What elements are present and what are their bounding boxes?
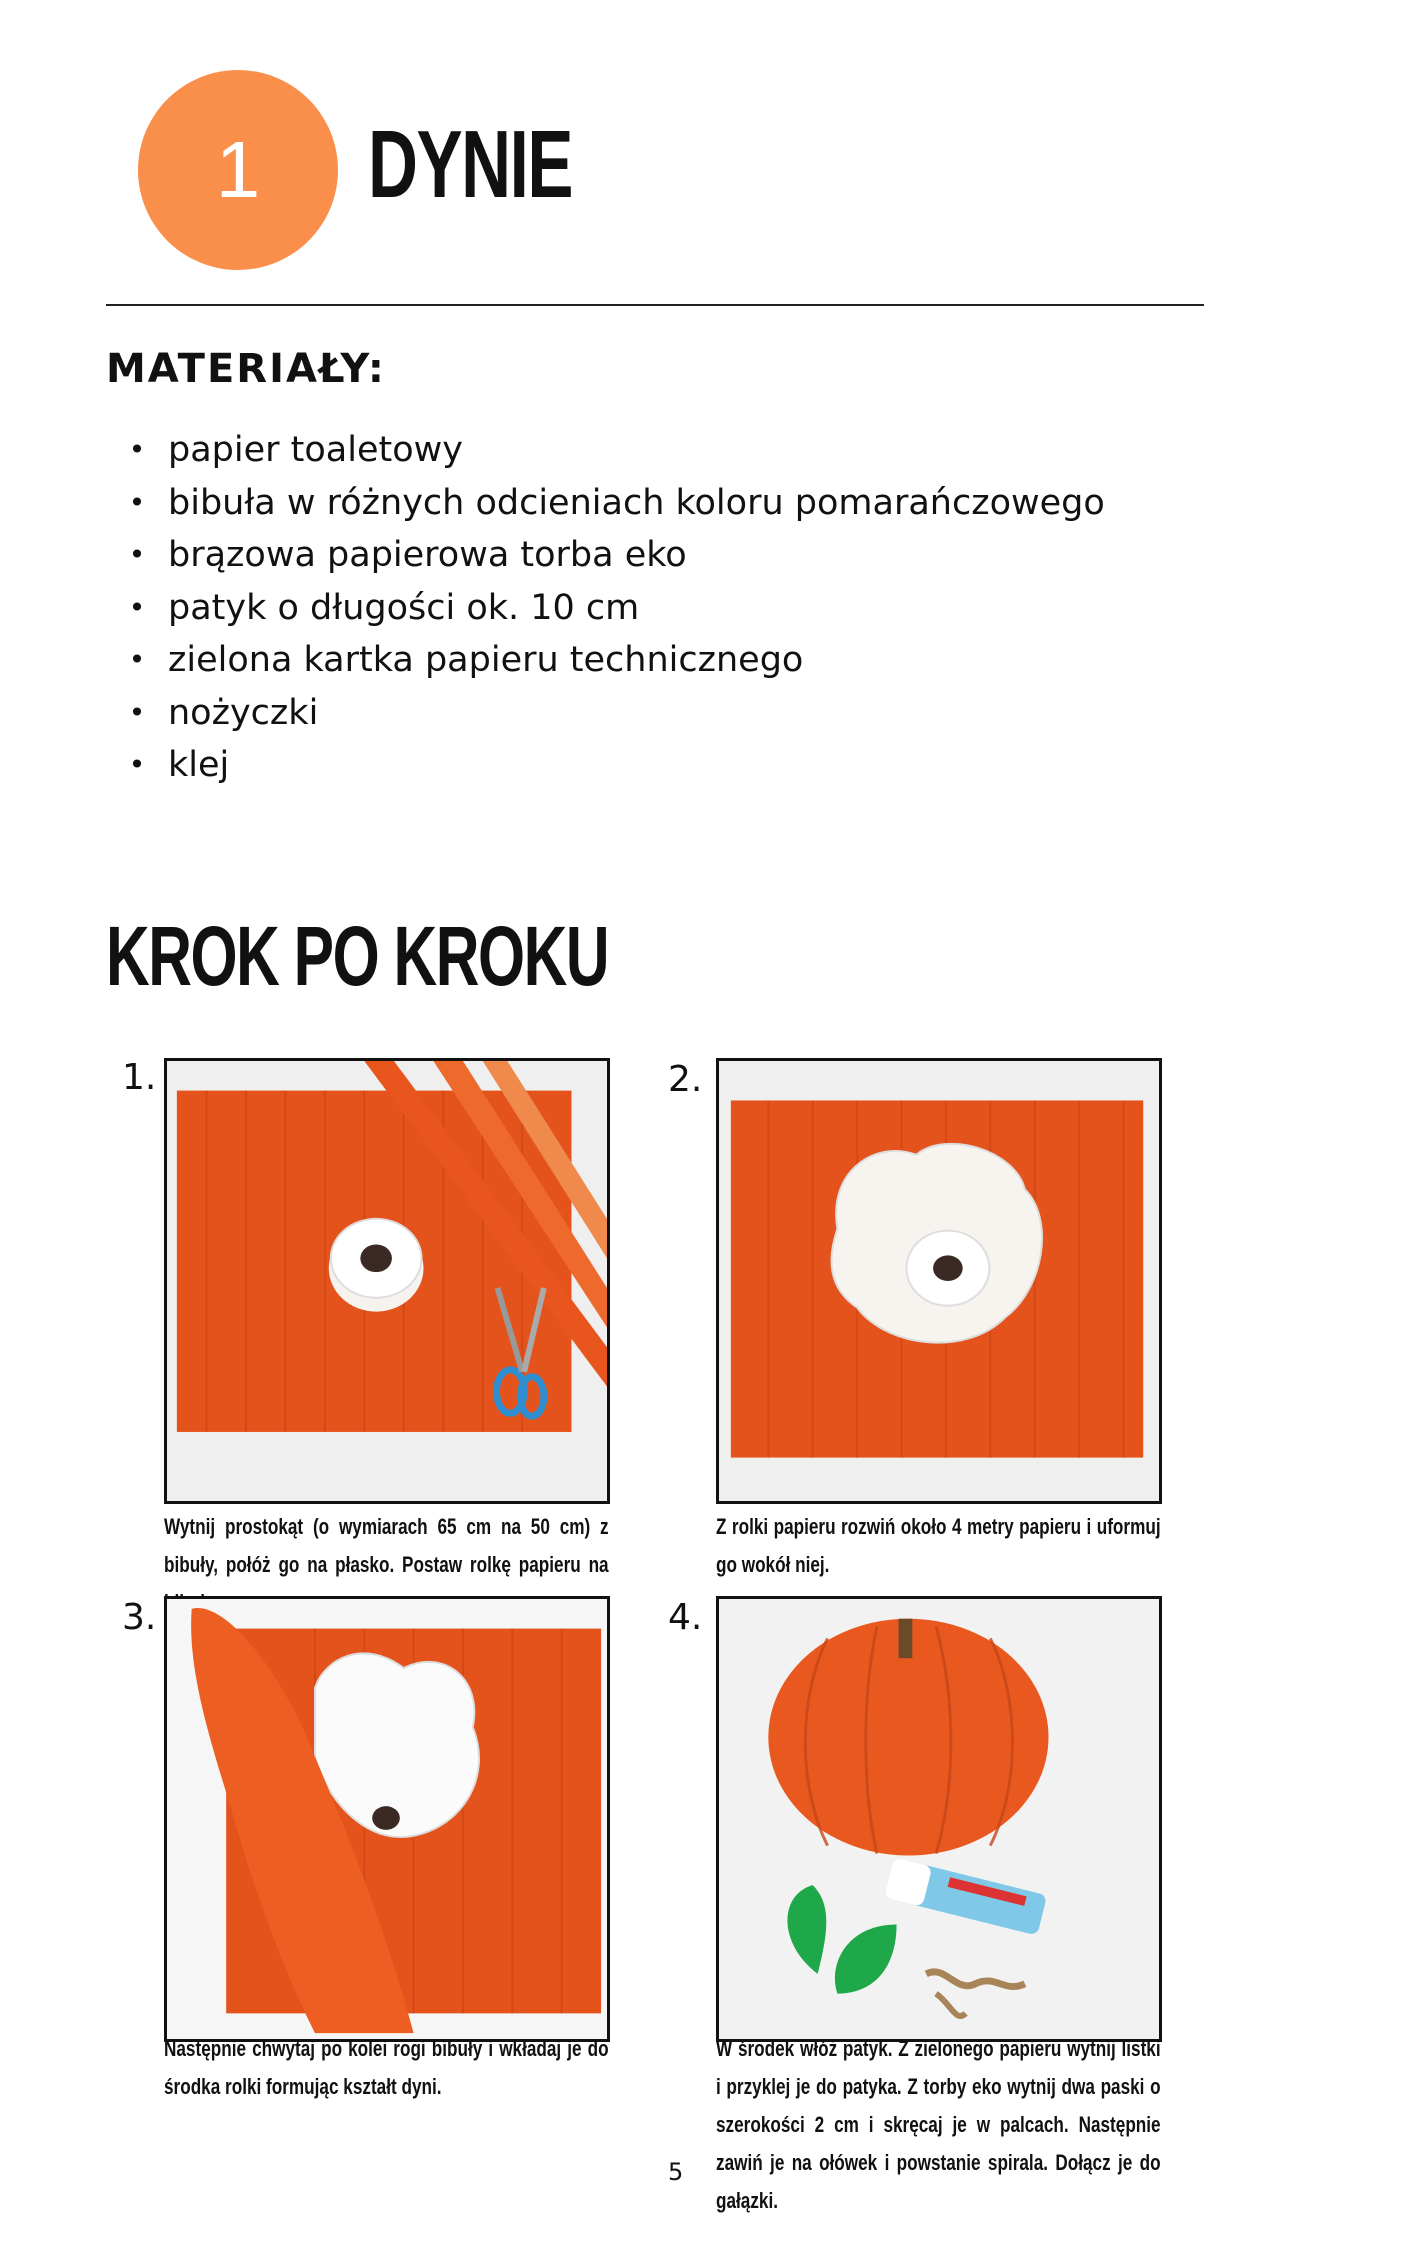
step-3-illustration <box>167 1599 607 2039</box>
list-item: • klej <box>106 739 1105 792</box>
materials-heading: MATERIAŁY: <box>106 346 386 392</box>
step-2-illustration <box>719 1061 1159 1501</box>
steps-heading: KROK PO KROKU <box>106 909 609 1003</box>
list-item: • nożyczki <box>106 687 1105 740</box>
step-2-photo <box>716 1058 1162 1504</box>
step-3-caption: Następnie chwytaj po kolei rogi bibuły i wkładaj je do środka rolki formując kształt dyni. <box>164 2036 609 2099</box>
step-2-number: 2. <box>668 1059 703 1100</box>
bullet-icon: • <box>128 485 146 519</box>
step-1-illustration <box>167 1061 607 1501</box>
page-number: 5 <box>668 2158 684 2186</box>
chapter-number: 1 <box>215 125 261 214</box>
step-3-photo <box>164 1596 610 2042</box>
list-item: • papier toaletowy <box>106 424 1105 477</box>
materials-list <box>106 424 1105 792</box>
list-item: • brązowa papierowa torba eko <box>106 529 1105 582</box>
step-4-photo <box>716 1596 1162 2042</box>
list-item: • bibuła w różnych odcieniach koloru pomarańczowego <box>106 477 1105 530</box>
bullet-icon: • <box>128 538 146 571</box>
header-divider <box>106 304 1204 306</box>
page-title: DYNIE <box>368 111 573 218</box>
step-4-illustration <box>719 1599 1159 2039</box>
bullet-icon: • <box>128 643 146 676</box>
bullet-icon: • <box>128 433 146 466</box>
list-item: • zielona kartka papieru technicznego <box>106 634 1105 687</box>
bullet-icon: • <box>128 695 146 729</box>
step-1-caption: Wytnij prostokąt (o wymiarach 65 cm na 50 cm) z bibuły, połóż go na płasko. Postaw rolkę papieru na <box>164 1514 609 1577</box>
bullet-icon: • <box>128 590 146 624</box>
list-item: • patyk o długości ok. 10 cm <box>106 582 1105 635</box>
step-4-caption: W środek włóż patyk. Z zielonego papieru wytnij listki i przyklej je do patyka. Z torby eko wytnij dwa paski o szerokości 2 cm i skręcaj je w palcach. Następnie zawiń je na ołówek i powstanie spirala. Dołącz je do gałązki. <box>716 2036 1161 2213</box>
step-1-photo <box>164 1058 610 1504</box>
bullet-icon: • <box>128 748 146 781</box>
step-2-caption: Z rolki papieru rozwiń około 4 metry papieru i uformuj go wokół niej. <box>716 1514 1161 1577</box>
step-3-number: 3. <box>122 1597 157 1638</box>
step-1-number: 1. <box>122 1057 157 1098</box>
step-4-number: 4. <box>668 1597 703 1638</box>
